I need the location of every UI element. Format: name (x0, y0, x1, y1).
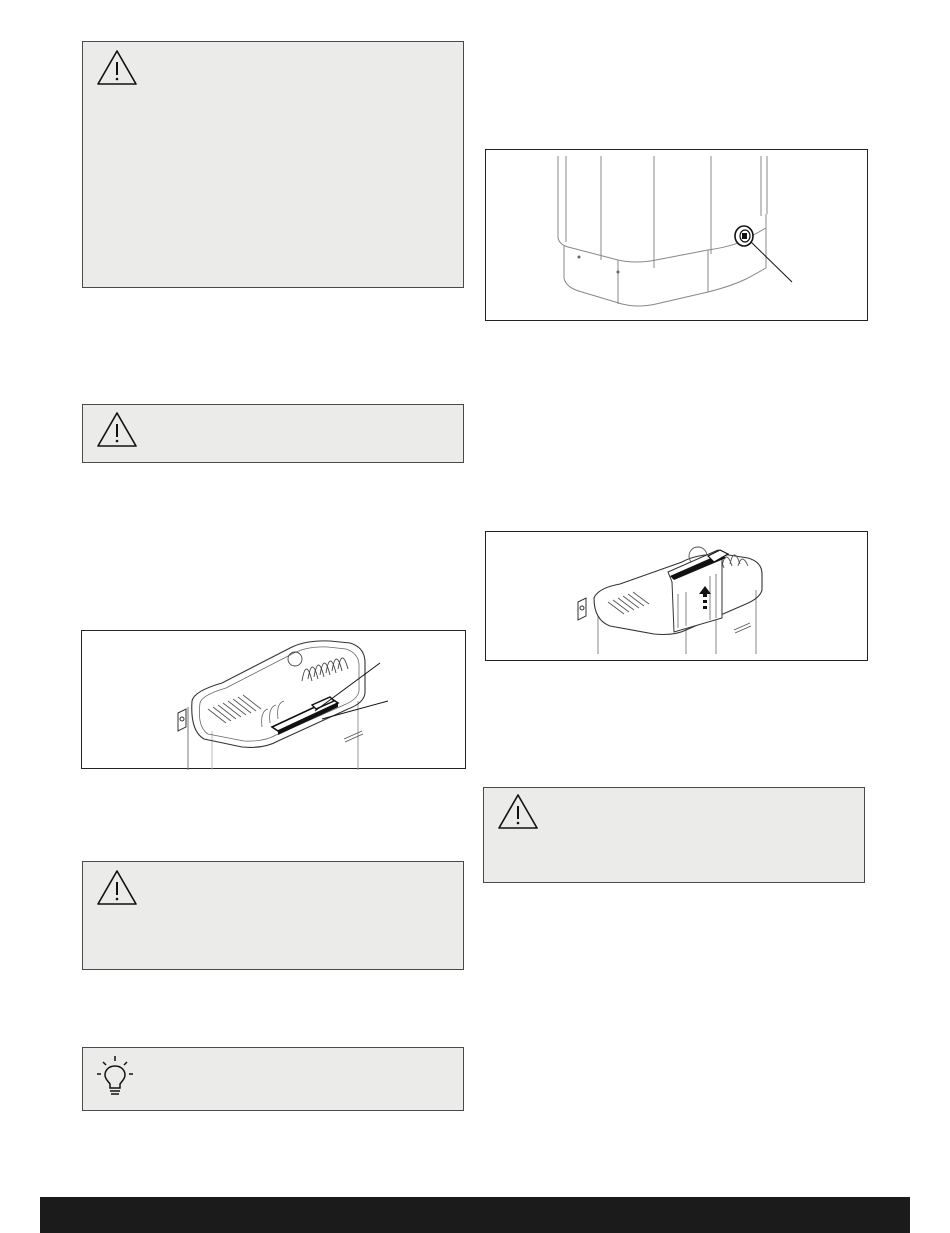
heater-side-illustration (486, 150, 869, 322)
figure-heater-lifting-cover (485, 531, 868, 661)
warning-triangle-icon (95, 410, 139, 450)
figure-heater-top-sensor (81, 630, 466, 769)
warning-notice-2 (82, 404, 464, 463)
warning-notice-3 (82, 861, 464, 970)
heater-lift-illustration (486, 532, 869, 662)
page-footer-bar (40, 1197, 910, 1233)
warning-notice-1 (82, 41, 464, 288)
lightbulb-icon (95, 1054, 135, 1098)
warning-notice-4 (483, 787, 865, 883)
warning-triangle-icon (496, 792, 540, 832)
warning-triangle-icon (95, 48, 139, 88)
warning-triangle-icon (95, 868, 139, 908)
tip-notice (82, 1047, 464, 1111)
heater-top-illustration (82, 631, 467, 770)
figure-heater-reset-button (485, 149, 868, 321)
